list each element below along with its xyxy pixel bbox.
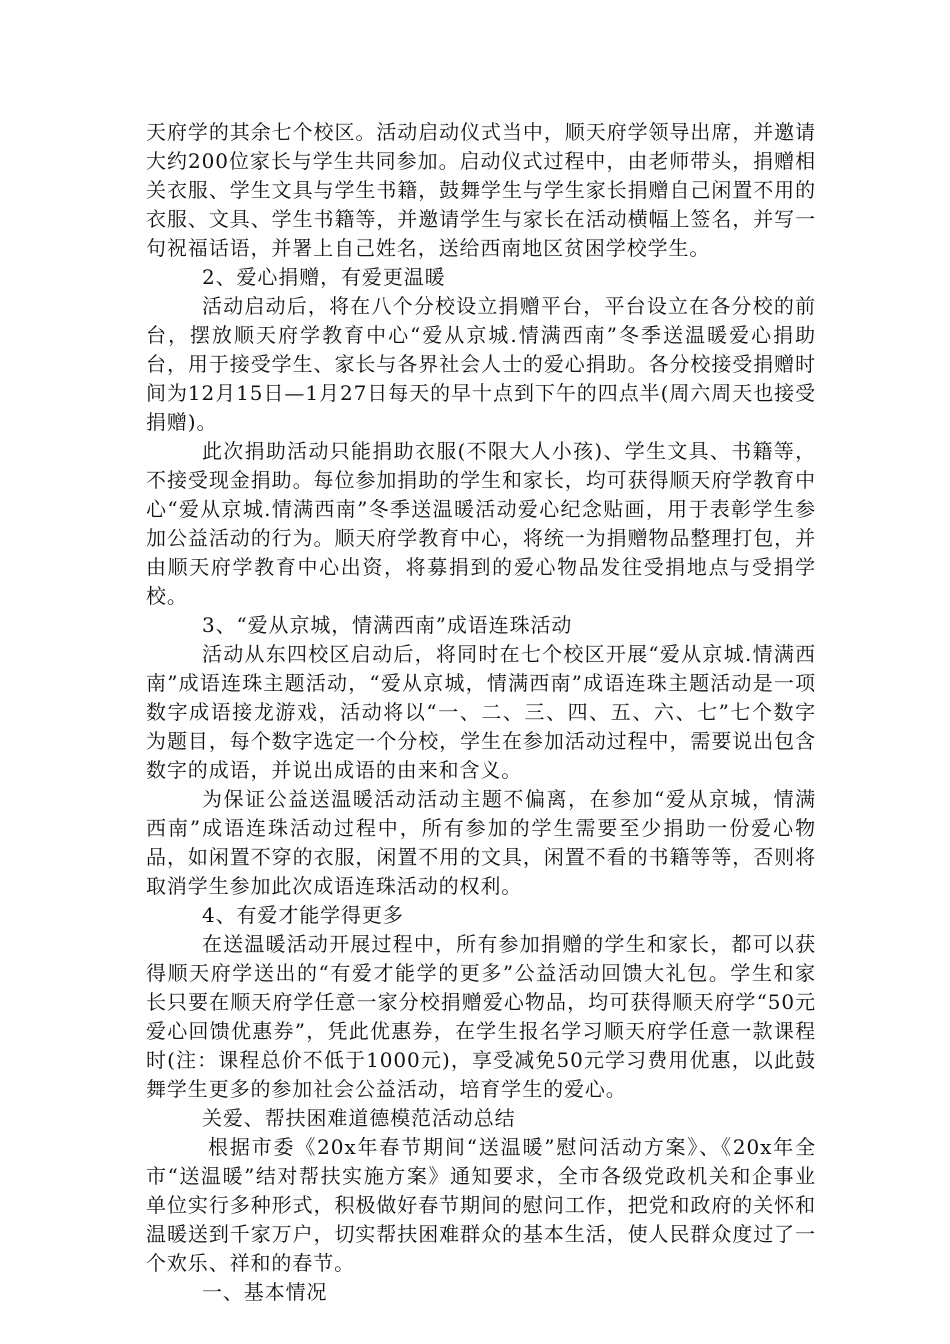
section-heading-basic-situation: 一、基本情况 xyxy=(202,1280,328,1304)
paragraph-continuation: 天府学的其余七个校区。活动启动仪式当中，顺天府学领导出席，并邀请大约200位家长与学生共同参加。启动仪式过程中，由老师带头，捐赠相关衣服、学生文具与学生书籍，鼓舞学生与学生家长捐赠自己闲置不用的衣服、文具、学生书籍等，并邀请学生与家长在活动横幅上签名，并写一句祝福话语，并署上自己姓名，送给西南地区贫困学校学生。 xyxy=(146,120,816,260)
paragraph-donation-rules: 此次捐助活动只能捐助衣服(不限大人小孩)、学生文具、书籍等，不接受现金捐助。每位参加捐助的学生和家长，均可获得顺天府学教育中心“爱从京城.情满西南”冬季送温暖活动爱心纪念贴画，用于表彰学生参加公益活动的行为。顺天府学教育中心，将统一为捐赠物品整理打包，并由顺天府学教育中心出资，将募捐到的爱心物品发往受捐地点与受捐学校。 xyxy=(146,439,816,608)
section-heading-3: 3、“爱从京城，情满西南”成语连珠活动 xyxy=(202,613,573,637)
paragraph-idiom-requirement: 为保证公益送温暖活动活动主题不偏离，在参加“爱从京城，情满西南”成语连珠活动过程中，所有参加的学生需要至少捐助一份爱心物品，如闲置不穿的衣服，闲置不用的文具，闲置不看的书籍等等，否则将取消学生参加此次成语连珠活动的权利。 xyxy=(146,787,816,898)
document-body xyxy=(146,118,816,1307)
paragraph-donation-platform: 活动启动后，将在八个分校设立捐赠平台，平台设立在各分校的前台，摆放顺天府学教育中心“爱从京城.情满西南”冬季送温暖爱心捐助台，用于接受学生、家长与各界社会人士的爱心捐助。各分校接受捐赠时间为12月15日—1月27日每天的早十点到下午的四点半(周六周天也接受捐赠)。 xyxy=(146,294,816,434)
section-heading-2: 2、爱心捐赠，有爱更温暖 xyxy=(202,265,446,289)
section-heading-4: 4、有爱才能学得更多 xyxy=(202,903,404,927)
paragraph-summary-intro: 根据市委《20x年春节期间“送温暖”慰问活动方案》、《20x年全市“送温暖”结对帮扶实施方案》通知要求，全市各级党政机关和企事业单位实行多种形式，积极做好春节期间的慰问工作，把党和政府的关怀和温暖送到千家万户，切实帮扶困难群众的基本生活，使人民群众度过了一个欢乐、祥和的春节。 xyxy=(146,1135,816,1275)
paragraph-idiom-activity: 活动从东四校区启动后，将同时在七个校区开展“爱从京城.情满西南”成语连珠主题活动，“爱从京城，情满西南”成语连珠主题活动是一项数字成语接龙游戏，活动将以“一、二、三、四、五、六、七”七个数字为题目，每个数字选定一个分校，学生在参加活动过程中，需要说出包含数字的成语，并说出成语的由来和含义。 xyxy=(146,642,816,782)
document-title-summary: 关爱、帮扶困难道德模范活动总结 xyxy=(202,1106,516,1130)
paragraph-reward-package: 在送温暖活动开展过程中，所有参加捐赠的学生和家长，都可以获得顺天府学送出的“有爱才能学的更多”公益活动回馈大礼包。学生和家长只要在顺天府学任意一家分校捐赠爱心物品，均可获得顺天府学“50元爱心回馈优惠券”，凭此优惠券，在学生报名学习顺天府学任意一款课程时(注：课程总价不低于1000元)，享受减免50元学习费用优惠，以此鼓舞学生更多的参加社会公益活动，培育学生的爱心。 xyxy=(146,932,816,1101)
